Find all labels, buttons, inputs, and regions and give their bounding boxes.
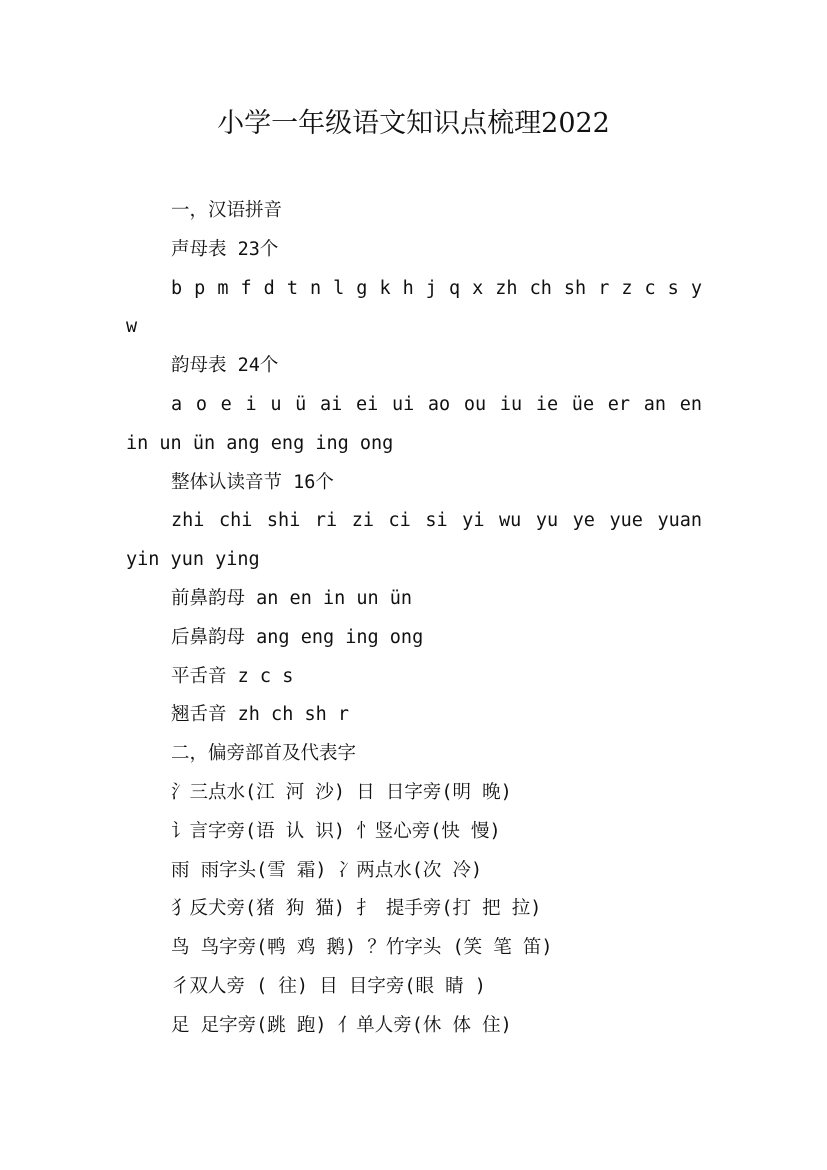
text-line: 氵三点水(江 河 沙) 日 日字旁(明 晚) xyxy=(171,781,512,803)
text-line: yin yun ying xyxy=(126,549,260,571)
text-line: in un ün ang eng ing ong xyxy=(126,432,394,454)
document-body xyxy=(126,192,702,1046)
section-heading-pinyin: 一，汉语拼音 xyxy=(171,200,283,221)
text-line: 翘舌音 zh ch sh r xyxy=(171,704,350,726)
text-line: 整体认读音节 16个 xyxy=(171,471,334,493)
text-line: 讠言字旁(语 认 识) 忄竖心旁(快 慢) xyxy=(171,820,501,842)
text-line: 前鼻韵母 an en in un ün xyxy=(171,587,413,609)
text-line: a o e i u ü ai ei ui ao ou iu ie üe er an en xyxy=(171,393,702,415)
document-title: 小学一年级语文知识点梳理2022 xyxy=(217,108,610,139)
text-line: 犭反犬旁(猪 狗 猫) 扌 提手旁(打 把 拉) xyxy=(171,898,542,920)
text-line: 足 足字旁(跳 跑) 亻单人旁(休 体 住) xyxy=(171,1014,512,1036)
text-line: 声母表 23个 xyxy=(171,238,279,260)
section-heading-radicals: 二，偏旁部首及代表字 xyxy=(171,743,357,765)
text-line: 韵母表 24个 xyxy=(171,355,279,377)
text-line: b p m f d t n l g k h j q x zh ch sh r z c s y xyxy=(171,277,702,299)
text-line: w xyxy=(126,316,138,338)
text-line: 平舌音 z c s xyxy=(171,665,294,687)
text-line: zhi chi shi ri zi ci si yi wu yu ye yue yuan xyxy=(171,510,702,532)
text-line: 鸟 鸟字旁(鸭 鸡 鹅) ？竹字头 (笑 笔 笛) xyxy=(171,937,553,959)
text-line: 雨 雨字头(雪 霜) 冫两点水(次 冷) xyxy=(171,859,483,881)
text-line: 彳双人旁 ( 往) 目 目字旁(眼 睛 ) xyxy=(171,975,486,997)
text-line: 后鼻韵母 ang eng ing ong xyxy=(171,626,424,648)
